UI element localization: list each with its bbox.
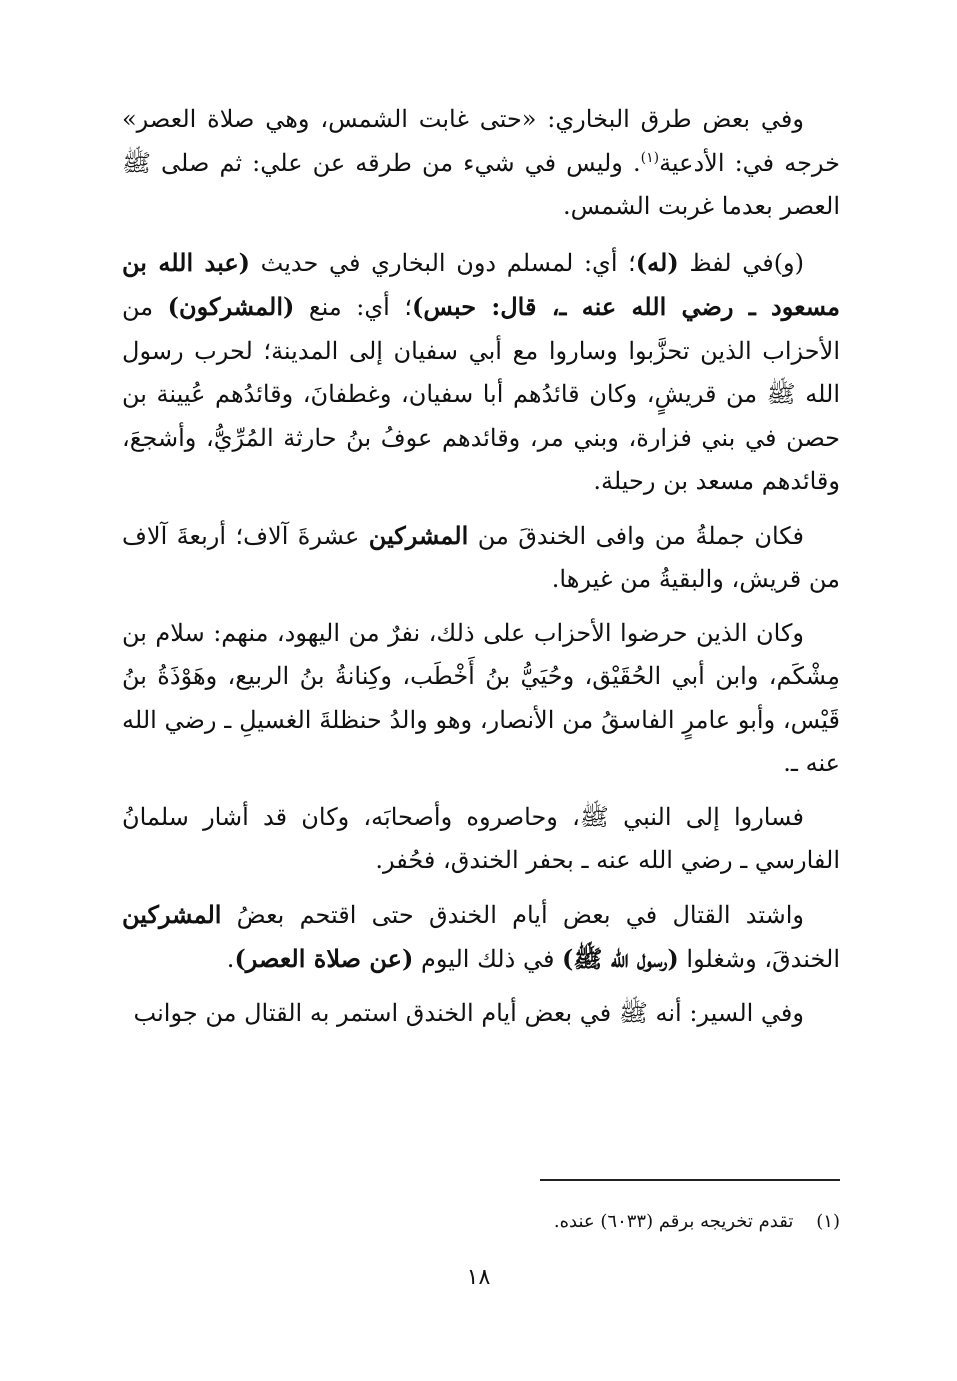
paragraph	[122, 796, 840, 883]
bold-text: (عن صلاة العصر)	[234, 944, 414, 973]
text-segment: عشرةَ آلاف؛ أربعةَ آلاف من قريش، والبقيةُ من غيرها.	[122, 521, 840, 593]
footnote-marker: (١)	[816, 1211, 840, 1232]
paragraph	[122, 514, 840, 602]
paragraph	[122, 241, 840, 504]
bold-text: (عبد الله بن مسعود ـ رضي الله عنه ـ، قال: حبس)	[122, 247, 840, 321]
bold-text: المشركين	[122, 899, 222, 929]
text-segment: في ذلك اليوم	[413, 945, 563, 973]
bold-text: (له)	[635, 247, 679, 277]
bold-text: (المشركون)	[167, 292, 295, 321]
text-segment: وكان الذين حرضوا الأحزاب على ذلك، نفرٌ من اليهود، منهم: سلام بن مِشْكَم، وابن أبي الحُقَيْق، وحُيَيُّ بنُ أَخْطَب، وكِنانةُ بنُ الربيع، وهَوْذَةُ بنُ قَيْس، وأبو عامرٍ الفاسقُ من الأنصار، وهو والدُ حنظلةَ الغسيلِ ـ رضي الله عنه ـ.	[122, 618, 840, 777]
text-segment: وفي السير: أنه ﷺ في بعض أيام الخندق استمر به القتال من جوانب	[133, 998, 804, 1027]
text-segment: ؛ أي: لمسلم دون البخاري في حديث	[250, 248, 636, 277]
text-segment: ؛ أي: منع	[294, 293, 413, 321]
text-segment: من الأحزاب الذين تحزَّبوا وساروا مع أبي سفيان إلى المدينة؛ لحرب رسول الله ﷺ من قريشٍ، وكان قائدُهم أبا سفيان، وغطفانَ، وقائدُهم عُيينة بن حصن في بني فزارة، وبني مر، وقائدهم عوفُ بنُ حارثة المُرِّيُّ، وأشجعَ، وقائدهم مسعد بن رحيلة.	[122, 293, 840, 495]
text-segment: فساروا إلى النبي ﷺ، وحاصروه وأصحابَه، وكان قد أشار سلمانُ الفارسي ـ رضي الله عنه ـ بحفر الخندق، فحُفر.	[122, 802, 840, 874]
bold-text: (رسول الله ﷺ)	[562, 944, 679, 973]
paragraph	[122, 992, 840, 1036]
text-segment: فكان جملةُ من وافى الخندقَ من	[468, 521, 804, 550]
text-segment: .	[226, 945, 235, 973]
body-text	[122, 98, 840, 1045]
text-segment: الخندقَ، وشغلوا	[678, 945, 840, 973]
text-segment: (و)في لفظ	[678, 248, 805, 277]
footnote-reference: (١)	[640, 149, 660, 166]
footnote	[400, 1207, 840, 1237]
footnote-separator	[540, 1179, 840, 1181]
paragraph	[122, 612, 840, 786]
text-segment: وفي بعض طرق البخاري: «حتى غابت الشمس، وهي صلاة العصر» خرجه في: الأدعية	[122, 105, 841, 177]
footnote-text: تقدم تخريجه برقم (٦٠٣٣) عنده.	[553, 1211, 794, 1232]
paragraph	[122, 98, 840, 229]
page-number: ١٨	[466, 1265, 491, 1290]
bold-text: المشركين	[368, 520, 469, 550]
text-segment: واشتد القتال في بعض أيام الخندق حتى اقتحم بعضُ	[221, 900, 804, 929]
text-segment: . وليس في شيء من طرقه عن علي: ثم صلى ﷺ العصر بعدما غربت الشمس.	[122, 148, 840, 220]
paragraph	[122, 893, 840, 982]
